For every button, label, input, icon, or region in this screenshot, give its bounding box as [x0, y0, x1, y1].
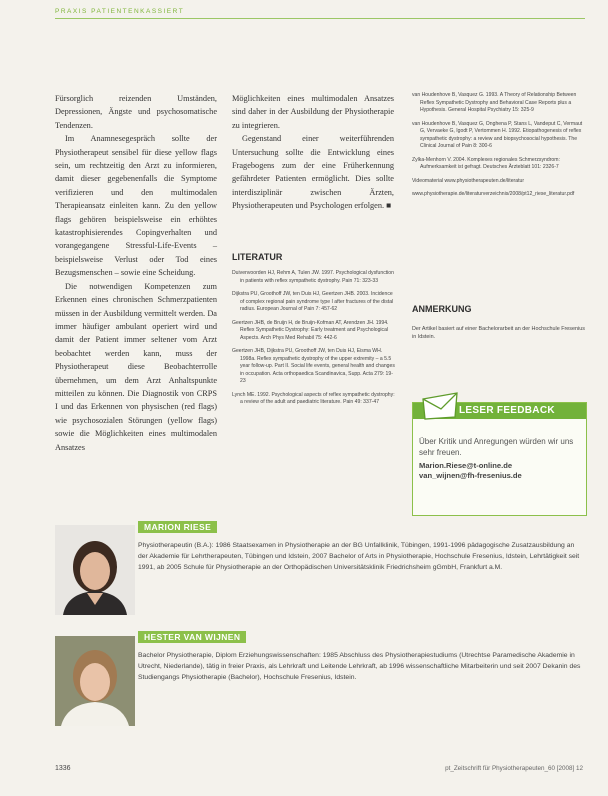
paragraph: Im Anamnesegespräch sollte der Physiotherapeut sensibel für diese yellow flags sein, um rechtzeitig den Arzt zu informieren, damit dieser gegebenenfalls die Symptome verifizieren und den multimodalen Therapieansatz einleiten kann. Zu den yellow flags gehören beispielsweise ein erhöhtes katastrophisierendes Copingverhalten und vorangegangene Stressful-Life-Events – beispielsweise Verlust oder Tod eines Bezugsmenschen – sowie eine Scheidung.	[55, 134, 217, 278]
header-rule	[55, 18, 585, 19]
reference-item: Geertzen JHB, de Bruijn H, de Bruijn-Kofman AT, Arendzen JH. 1994. Reflex Sympathetic Dystrophy: Early treatment and Psychological Aspects. Arch Phys Med Rehabil 75: 442-6	[232, 319, 389, 341]
portrait-image	[55, 636, 135, 726]
reference-item: Zylka-Menhorn V. 2004. Komplexes regionales Schmerzsyndrom: Aufmerksamkeit ist gefragt. Deutsches Ärzteblatt 101: 2326-7	[412, 156, 560, 170]
paragraph: Fürsorglich reizenden Umständen, Depressionen, Ängste und psychosomatische Tendenzen.	[55, 94, 217, 130]
author-photo	[55, 525, 135, 615]
anmerkung-heading: ANMERKUNG	[412, 304, 472, 314]
envelope-icon	[419, 389, 461, 423]
reference-item: Duivenvoorden HJ, Rehm A, Tulen JW. 1997. Psychological dysfunction in patients with reflex sympathetic dystrophy. Pain 71: 323-33	[232, 270, 394, 284]
author-photo	[55, 636, 135, 726]
reference-item: van Houdenhove B, Vasquez G, Onghena P, Stans L, Vandeput C, Vermaut G, Vervaeke G, Igodt P, Vertommen H. 1992. Etiopathogenesis of reflex sympathetic dystrophy: a review and biopsychosocial hypothesis. The Clinical Journal of Pain 8: 300-6	[412, 120, 583, 149]
email-link[interactable]: Marion.Riese@t-online.de	[419, 461, 513, 470]
paragraph: Möglichkeiten eines multimodalen Ansatzes sind daher in der Ausbildung der Physiotherapie zu integrieren.	[232, 94, 394, 130]
header-label: PRAXIS PATIENTENKASSIERT	[55, 8, 185, 15]
paragraph: Die notwendigen Kompetenzen zum Erkennen eines chronischen Schmerzpatienten müssen in der Ausbildung vermittelt werden. Da immer häufiger ambulant operiert wird und damit der Patient immer seltener vom Arzt beobachtet werden kann, muss der Physiotherapeut diese Beobachterrolle übernehmen, um dem Arzt Anhaltspunkte mitteilen zu können. Die Diagnostik von CRPS I und das Erkennen von physischen (red flags) wie psychosozialen Störungen (yellow flags) sowie die Möglichkeiten eines multimodalen Ansatzes	[55, 281, 217, 452]
reference-item: Lynch ME. 1992. Psychological aspects of reflex sympathetic dystrophy: a review of the adult and paediatric literature. Pain 49: 337-47	[232, 391, 395, 405]
body-column-1	[55, 92, 217, 454]
reference-item: Geertzen JHB, Dijkstra PU, Groothoff JW, ten Duis HJ, Eisma WH. 1998a. Reflex sympathetic dystrophy of the upper extremity – a 5.5 year follow-up. Part II. Social life events, general health and changes in occupation. Acta orthopaedica Scandinavica, Supp. Acta 279: 19-23	[232, 348, 395, 384]
reference-item: Dijkstra PU, Groothoff JW, ten Duis HJ, Geertzen JHB. 2003. Incidence of complex regional pain syndrome type I after fractures of the distal radius. European Journal of Pain 7: 457-62	[232, 291, 394, 312]
literature-heading: LITERATUR	[232, 252, 283, 262]
author-bio: Bachelor Physiotherapie, Diplom Erziehungswissenschaften: 1985 Abschluss des Physiotherapiestudiums (Utrechtse Paramedische Akademie in Utrecht, Niederlande), tätig in freier Praxis, als Lehrkraft und Leitende Lehrkraft, ab 1996 wissenschaftliche Mitarbeiterin und seit 2007 Dekanin des Studiengangs Physiotherapie (Bachelor), Hochschule Fresenius, Idstein.	[138, 652, 581, 681]
page-number: 1336	[55, 765, 71, 772]
body-column-2	[232, 92, 394, 213]
feedback-contacts	[419, 461, 579, 480]
reference-link[interactable]: www.physiotherapie.de/literaturverzeichnis/2008/pt12_riese_literatur.pdf	[412, 191, 575, 197]
portrait-image	[55, 525, 135, 615]
author-name-tag: HESTER VAN WIJNEN	[138, 631, 246, 643]
reference-list-b	[412, 92, 585, 205]
paragraph: Gegenstand einer weiterführenden Untersuchung sollte die Entwicklung eines Fragebogens zum der eine Früherkennung gefährdeter Patienten ermöglicht. Dies sollte interdisziplinär zwischen Ärzten, Physiotherapeuten und Psychologen erfolgen. ■	[232, 134, 394, 211]
author-bio: Physiotherapeutin (B.A.): 1986 Staatsexamen in Physiotherapie an der BG Unfallklinik, Tübingen, 1991-1996 pädagogische Zusatzausbildung an der Akademie für Lehrtherapeuten, Tübingen und Idstein, 2007 Bachelor of Arts in Physiotherapie, Hochschule Fresenius, Idstein, Lehrtätigkeit seit 1991, ab 2005 Schule für Physiotherapie an der Orthopädischen Universitätsklinik Friedrichsheim gGmbH, Frankfurt a.M.	[138, 542, 580, 571]
journal-footer: pt_Zeitschrift für Physiotherapeuten_60 [2008] 12	[445, 765, 583, 772]
reader-feedback-box	[412, 402, 587, 516]
email-link[interactable]: van_wijnen@fh-fresenius.de	[419, 470, 522, 480]
reference-list-a	[232, 270, 395, 413]
feedback-title: LESER FEEDBACK	[459, 405, 555, 416]
feedback-intro: Über Kritik und Anregungen würden wir uns sehr freuen.	[419, 437, 574, 457]
anmerkung-text: Der Artikel basiert auf einer Bachelorarbeit an der Hochschule Fresenius in Idstein.	[412, 326, 585, 340]
reference-item: van Houdenhove B, Vasquez G. 1993. A Theory of Relationship Between Reflex Sympathetic Dystrophy and Behavioral Case Reports plus a Hypothesis. General Hospital Psychiatry 15: 325-9	[412, 92, 577, 113]
reference-link[interactable]: Videomaterial www.physiotherapeuten.de/literatur	[412, 177, 525, 184]
author-name-tag: MARION RIESE	[138, 521, 217, 533]
